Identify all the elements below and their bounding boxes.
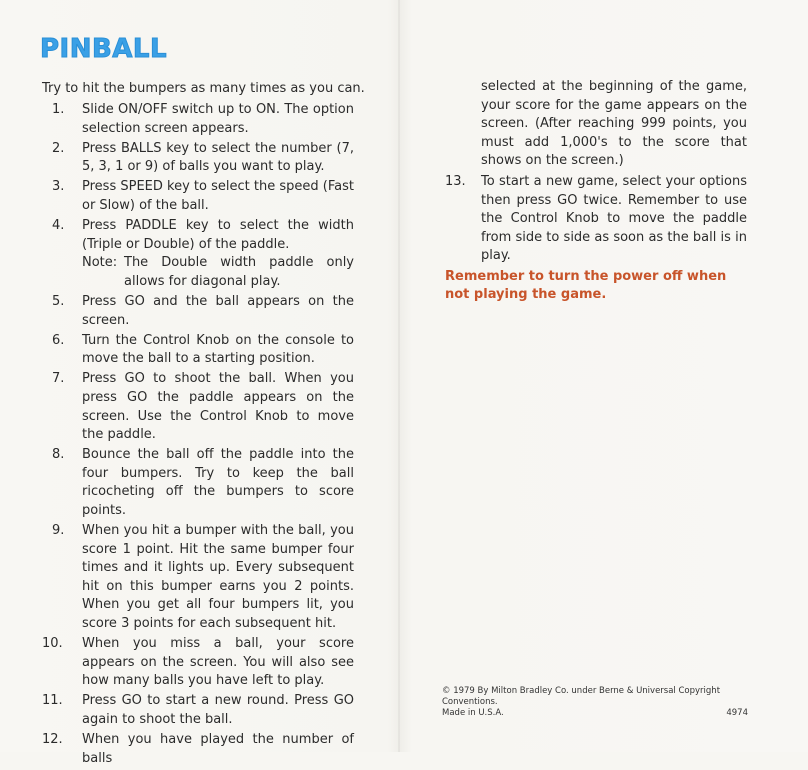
list-item xyxy=(42,731,354,768)
step-number: 8. xyxy=(52,447,65,463)
copyright-row xyxy=(442,708,748,719)
step-number: 4. xyxy=(52,218,65,234)
step-number: 10. xyxy=(42,636,63,652)
right-column xyxy=(445,78,747,304)
power-off-reminder: Remember to turn the power off when not playing the game. xyxy=(445,268,727,302)
list-item xyxy=(42,332,354,369)
step-number: 9. xyxy=(52,523,65,539)
step-text: Bounce the ball off the paddle into the four bumpers. Try to keep the ball ricocheting off the bumpers to score points. xyxy=(82,447,354,518)
step-text-group xyxy=(82,217,354,291)
step-text: Press PADDLE key to select the width (Triple or Double) of the paddle. xyxy=(82,218,354,252)
list-item xyxy=(42,178,354,215)
step-text: Press BALLS key to select the number (7, 5, 3, 1 or 9) of balls you want to play. xyxy=(82,140,354,175)
intro-text: Try to hit the bumpers as many times as you can. xyxy=(42,81,365,96)
list-item xyxy=(445,173,747,266)
list-item xyxy=(42,370,354,444)
step-number: 13. xyxy=(445,173,466,189)
step-text: To start a new game, select your options then press GO twice. Remember to use the Control Knob to move the paddle from side to side as soon as the ball is in play. xyxy=(481,173,747,264)
step-text: Press GO to start a new round. Press GO again to shoot the ball. xyxy=(82,693,354,727)
page-fold xyxy=(398,0,400,752)
step-text: Press GO and the ball appears on the screen. xyxy=(82,293,354,328)
step-number: 6. xyxy=(52,332,65,348)
list-item xyxy=(42,692,354,729)
list-item xyxy=(42,635,354,691)
product-code: 4974 xyxy=(726,708,748,718)
step-note xyxy=(82,254,354,291)
list-item xyxy=(42,217,354,291)
step-number: 11. xyxy=(42,693,63,709)
instruction-list xyxy=(42,101,354,770)
copyright-block xyxy=(442,686,748,719)
copyright-line: © 1979 By Milton Bradley Co. under Berne & Universal Copyright Conventions. xyxy=(442,686,721,707)
list-item xyxy=(42,293,354,330)
step-number: 5. xyxy=(52,293,65,309)
step-text: When you miss a ball, your score appears on the screen. You will also see how many balls you have left to play. xyxy=(82,636,354,689)
step-text: When you hit a bumper with the ball, you score 1 point. Hit the same bumper four times and it lights up. Every subsequent hit on this bumper earns you 2 points. When you get all four bumpers lit, you score 3 points for each subsequent hit. xyxy=(82,523,354,632)
note-label: Note: xyxy=(82,255,118,271)
step-number: 12. xyxy=(42,732,63,748)
step-text: Slide ON/OFF switch up to ON. The option selection screen appears. xyxy=(82,102,354,136)
step-text: Turn the Control Knob on the console to move the ball to a starting position. xyxy=(82,332,354,367)
note-text: The Double width paddle only allows for diagonal play. xyxy=(124,255,354,289)
made-in-label: Made in U.S.A. xyxy=(442,708,504,718)
page-title: PINBALL xyxy=(40,34,168,64)
list-item xyxy=(42,140,354,177)
step-text: When you have played the number of balls xyxy=(82,732,354,766)
list-item xyxy=(42,446,354,520)
step-12-continued: selected at the beginning of the game, your score for the game appears on the screen. (After reaching 999 points, you must add 1,000's to the score that shows on the screen.) xyxy=(481,79,747,169)
step-number: 1. xyxy=(52,102,65,117)
list-item xyxy=(42,522,354,634)
list-item xyxy=(42,101,354,138)
step-number: 3. xyxy=(52,179,65,195)
step-number: 7. xyxy=(52,371,65,387)
step-text: Press GO to shoot the ball. When you press GO the paddle appears on the screen. Use the Control Knob to move the paddle. xyxy=(82,371,354,443)
step-text: Press SPEED key to select the speed (Fast or Slow) of the ball. xyxy=(82,179,354,213)
step-number: 2. xyxy=(52,140,65,156)
